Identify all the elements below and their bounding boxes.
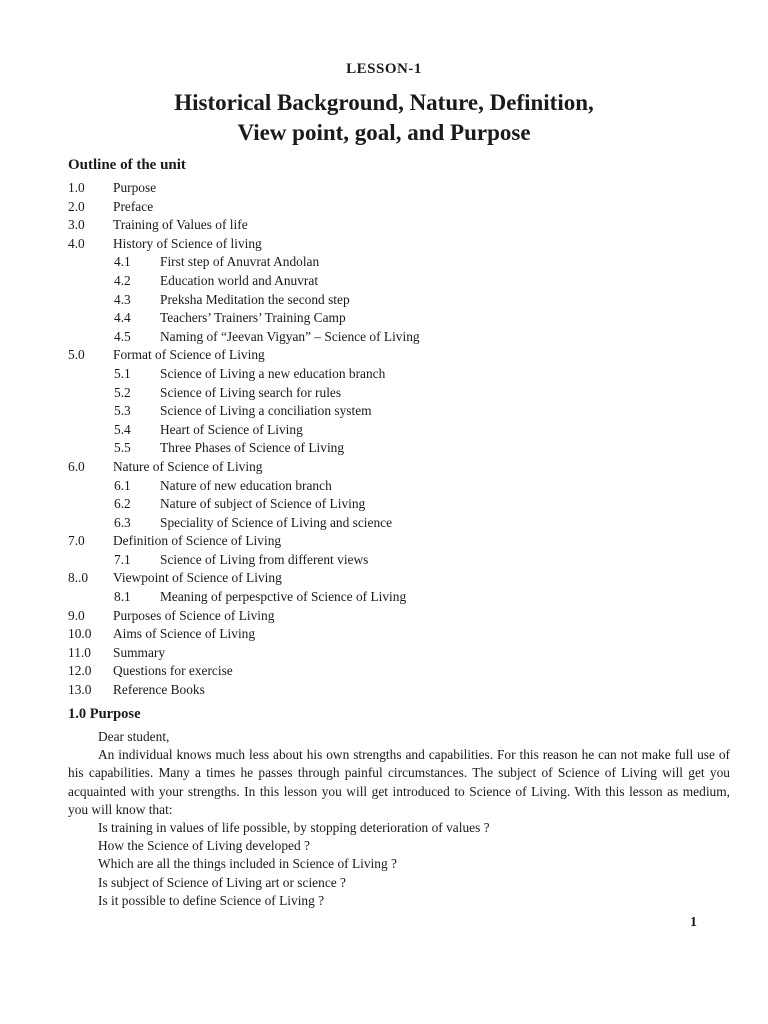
outline-subitem xyxy=(68,421,728,440)
question-item: Is subject of Science of Living art or science ? xyxy=(98,874,347,890)
outline-item-number: 6.1 xyxy=(114,477,131,493)
outline-item-text: First step of Anuvrat Andolan xyxy=(160,254,320,270)
outline-item xyxy=(68,681,728,700)
outline-item-text: Preface xyxy=(113,198,154,214)
outline-item-text: History of Science of living xyxy=(113,235,262,251)
outline-item-text: Science of Living search for rules xyxy=(160,384,342,400)
outline-item-text: Reference Books xyxy=(113,682,205,698)
outline-item-text: Summary xyxy=(113,644,166,660)
outline-subitem xyxy=(68,551,728,570)
outline-item-text: Meaning of perpespctive of Science of Living xyxy=(160,589,407,605)
title-line-2: View point, goal, and Purpose xyxy=(237,120,531,145)
outline-item-text: Format of Science of Living xyxy=(113,347,265,363)
outline-item-number: 8..0 xyxy=(68,570,89,586)
question-item: Which are all the things included in Science of Living ? xyxy=(98,856,397,872)
outline-item-text: Nature of Science of Living xyxy=(113,458,263,474)
outline-item xyxy=(68,179,728,198)
outline-item-text: Preksha Meditation the second step xyxy=(160,291,350,307)
question-list xyxy=(68,819,730,910)
outline-item-text: Purposes of Science of Living xyxy=(113,607,275,623)
outline-item-number: 5.1 xyxy=(114,365,131,381)
outline-item xyxy=(68,662,728,681)
outline-item-text: Science of Living a conciliation system xyxy=(160,403,372,419)
question-item: How the Science of Living developed ? xyxy=(98,838,310,854)
outline-subitem xyxy=(68,365,728,384)
outline-item-number: 7.1 xyxy=(114,551,131,567)
outline-item xyxy=(68,532,728,551)
outline-subitem xyxy=(68,291,728,310)
outline-item-number: 4.0 xyxy=(68,235,85,251)
outline-item-text: Science of Living a new education branch xyxy=(160,365,386,381)
outline-item-number: 3.0 xyxy=(68,217,85,233)
outline-item-text: Purpose xyxy=(113,180,157,195)
outline-item-text: Definition of Science of Living xyxy=(113,533,282,549)
outline-subitem xyxy=(68,439,728,458)
outline-item-text: Science of Living from different views xyxy=(160,551,369,567)
outline-item xyxy=(68,607,728,626)
outline-item-number: 5.0 xyxy=(68,347,85,363)
outline-item xyxy=(68,644,728,663)
section-heading: 1.0 Purpose xyxy=(68,706,141,722)
outline-item-number: 4.1 xyxy=(114,254,131,270)
outline-item-text: Three Phases of Science of Living xyxy=(160,440,345,456)
outline-heading: Outline of the unit xyxy=(68,157,186,173)
outline-item-number: 10.0 xyxy=(68,626,92,642)
page-number: 1 xyxy=(690,915,697,930)
outline-item-text: Questions for exercise xyxy=(113,663,233,679)
lesson-label: LESSON-1 xyxy=(346,61,422,77)
outline-item xyxy=(68,569,728,588)
outline-subitem xyxy=(68,402,728,421)
outline-item-text: Aims of Science of Living xyxy=(113,626,256,642)
outline-subitem xyxy=(68,588,728,607)
outline-subitem xyxy=(68,309,728,328)
salutation: Dear student, xyxy=(98,729,170,744)
outline-subitem xyxy=(68,514,728,533)
outline-item xyxy=(68,198,728,217)
outline-item-text: Heart of Science of Living xyxy=(160,421,303,437)
outline-item-text: Teachers’ Trainers’ Training Camp xyxy=(160,310,346,326)
outline-item-number: 8.1 xyxy=(114,589,131,605)
outline-item-text: Viewpoint of Science of Living xyxy=(113,570,282,586)
outline-list xyxy=(68,179,728,700)
outline-item xyxy=(68,346,728,365)
outline-item-number: 12.0 xyxy=(68,663,92,679)
question-item: Is training in values of life possible, by stopping deterioration of values ? xyxy=(98,820,490,836)
outline-item xyxy=(68,216,728,235)
outline-item-number: 4.4 xyxy=(114,310,131,326)
question-item: Is it possible to define Science of Living ? xyxy=(98,892,325,908)
outline-item-number: 4.2 xyxy=(114,272,131,288)
outline-item-text: Nature of new education branch xyxy=(160,477,332,493)
outline-item-text: Nature of subject of Science of Living xyxy=(160,496,366,512)
outline-item-number: 7.0 xyxy=(68,533,85,549)
outline-item xyxy=(68,625,728,644)
outline-subitem xyxy=(68,328,728,347)
outline-item-text: Naming of “Jeevan Vigyan” – Science of Living xyxy=(160,328,420,344)
outline-item-number: 5.5 xyxy=(114,440,131,456)
outline-item-number: 6.2 xyxy=(114,496,131,512)
outline-item-number: 6.0 xyxy=(68,458,85,474)
outline-item-number: 4.5 xyxy=(114,328,131,344)
outline-item-number: 5.4 xyxy=(114,421,131,437)
title-line-1: Historical Background, Nature, Definition, xyxy=(174,90,594,115)
outline-item-number: 5.3 xyxy=(114,403,131,419)
outline-item-number: 6.3 xyxy=(114,514,131,530)
section-body xyxy=(68,728,730,910)
outline-subitem xyxy=(68,495,728,514)
outline-item-number: 1.0 xyxy=(68,180,85,195)
intro-paragraph: An individual knows much less about his own strengths and capabilities. For this reason he can not make full use of his capabilities. Many a times he passes through painful circumstances. The subject of Science of Living will get you acquainted with your strengths. In this lesson you will get introduced to Science of Living. With this lesson as medium, you will know that: xyxy=(68,747,730,817)
outline-item-number: 13.0 xyxy=(68,682,92,698)
outline-subitem xyxy=(68,272,728,291)
outline-item-text: Education world and Anuvrat xyxy=(160,272,319,288)
outline-subitem xyxy=(68,477,728,496)
outline-item-number: 4.3 xyxy=(114,291,131,307)
page-title xyxy=(0,88,768,148)
outline-item-number: 9.0 xyxy=(68,607,85,623)
outline-item xyxy=(68,458,728,477)
outline-item-number: 2.0 xyxy=(68,198,85,214)
outline-item-number: 5.2 xyxy=(114,384,131,400)
outline-subitem xyxy=(68,253,728,272)
outline-subitem xyxy=(68,384,728,403)
outline-item-text: Training of Values of life xyxy=(113,217,248,233)
outline-item-number: 11.0 xyxy=(68,644,91,660)
outline-item xyxy=(68,235,728,254)
outline-item-text: Speciality of Science of Living and science xyxy=(160,514,393,530)
